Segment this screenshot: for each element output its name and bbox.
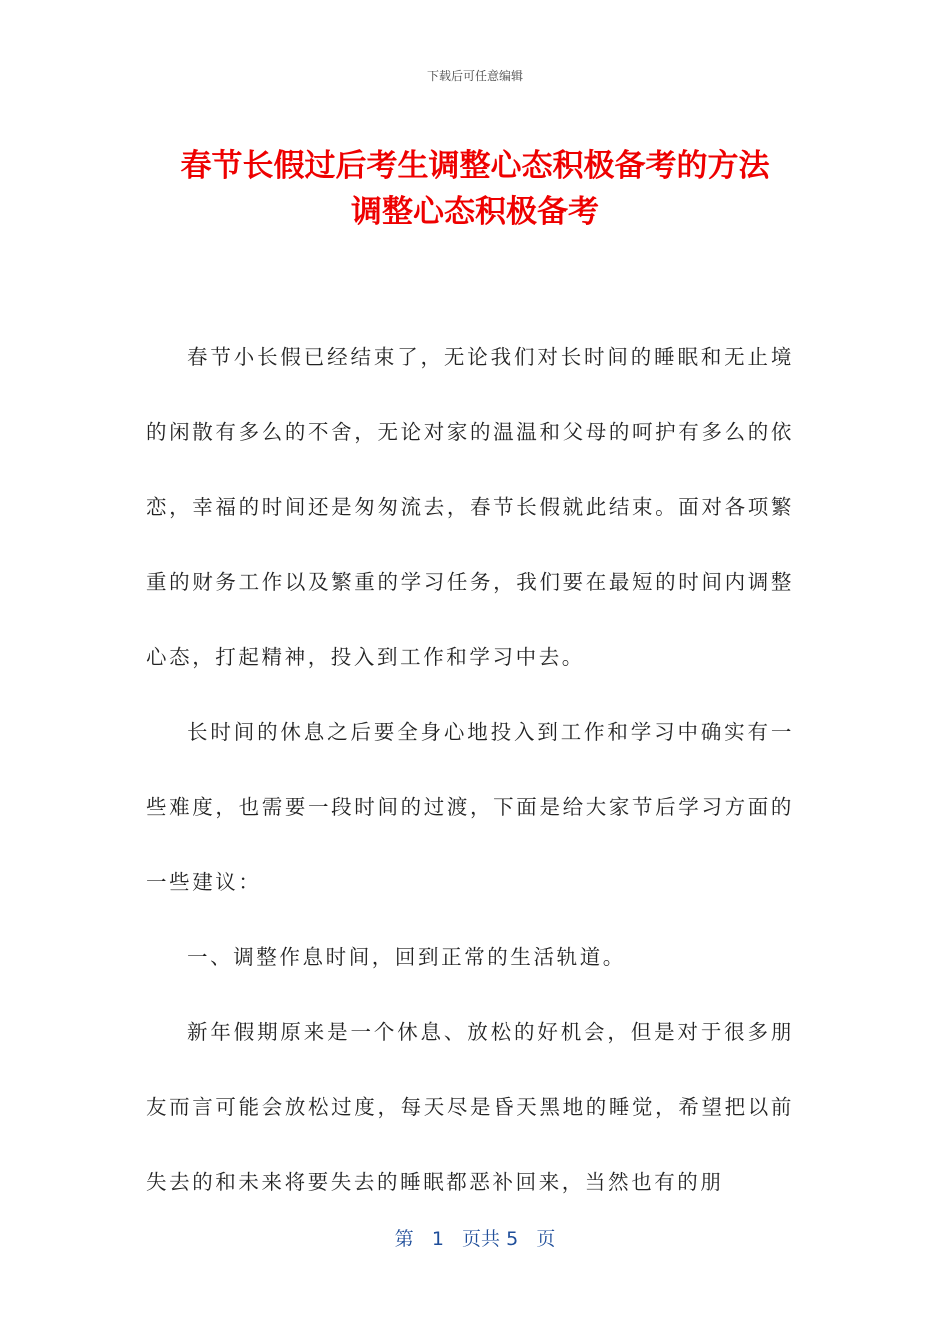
document-body [146, 320, 794, 1220]
footer-prefix: 第 [394, 1228, 414, 1250]
paragraph: 长时间的休息之后要全身心地投入到工作和学习中确实有一些难度，也需要一段时间的过渡，下面是给大家节后学习方面的一些建议： [146, 720, 794, 894]
header-note: 下载后可任意编辑 [426, 69, 523, 83]
page-footer [0, 1224, 950, 1251]
footer-total-pages: 5 [506, 1228, 519, 1250]
paragraph: 一、调整作息时间，回到正常的生活轨道。 [187, 945, 626, 969]
title-line-1: 春节长假过后考生调整心态积极备考的方法 [180, 148, 770, 184]
footer-middle: 页共 [462, 1228, 501, 1250]
footer-current-page: 1 [431, 1228, 444, 1250]
document-title [60, 143, 890, 235]
paragraph: 新年假期原来是一个休息、放松的好机会，但是对于很多朋友而言可能会放松过度，每天尽是昏天黑地的睡觉，希望把以前失去的和未来将要失去的睡眠都恶补回来，当然也有的朋 [146, 1020, 794, 1194]
title-line-2: 调整心态积极备考 [351, 194, 599, 230]
paragraph: 春节小长假已经结束了，无论我们对长时间的睡眠和无止境的闲散有多么的不舍，无论对家的温温和父母的呵护有多么的依恋，幸福的时间还是匆匆流去，春节长假就此结束。面对各项繁重的财务工作以及繁重的学习任务，我们要在最短的时间内调整心态，打起精神，投入到工作和学习中去。 [146, 345, 794, 669]
footer-suffix: 页 [536, 1228, 556, 1250]
